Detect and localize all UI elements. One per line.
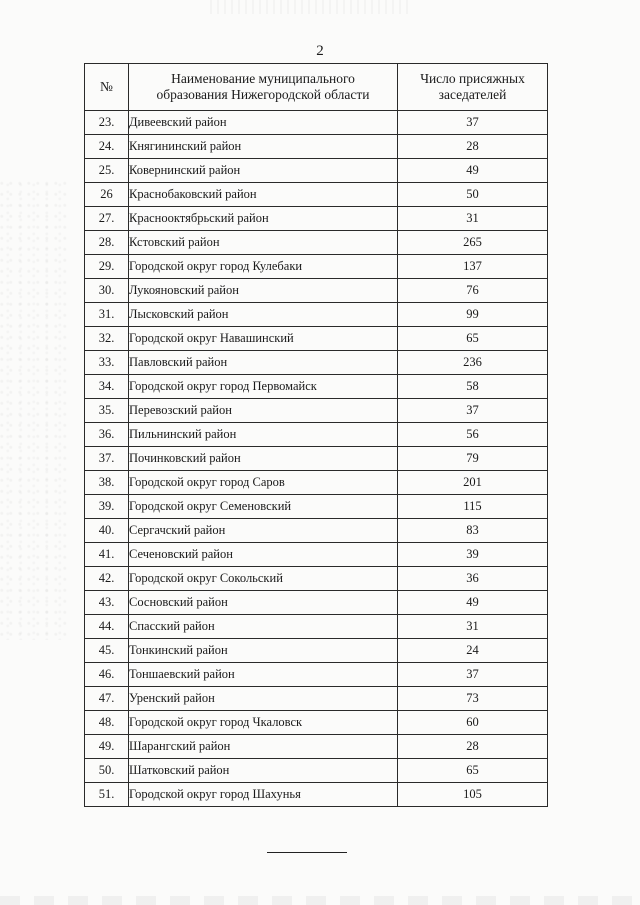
municipality-name: Пильнинский район (129, 423, 398, 447)
scan-artifact-top (210, 0, 410, 14)
municipality-name: Павловский район (129, 351, 398, 375)
municipality-name: Краснобаковский район (129, 183, 398, 207)
juror-count: 201 (398, 471, 548, 495)
juror-count: 49 (398, 159, 548, 183)
header-juror-count-line2: заседателей (438, 87, 507, 102)
municipality-name: Городской округ Навашинский (129, 327, 398, 351)
juror-count: 49 (398, 591, 548, 615)
table-row (85, 159, 548, 183)
row-number: 27. (85, 207, 129, 231)
row-number: 45. (85, 639, 129, 663)
juror-count: 79 (398, 447, 548, 471)
header-municipality-line1: Наименование муниципального (171, 71, 355, 86)
juror-count: 65 (398, 759, 548, 783)
municipality-name: Лукояновский район (129, 279, 398, 303)
municipality-name: Спасский район (129, 615, 398, 639)
table-row (85, 615, 548, 639)
row-number: 39. (85, 495, 129, 519)
row-number: 24. (85, 135, 129, 159)
juror-count: 60 (398, 711, 548, 735)
municipality-name: Тоншаевский район (129, 663, 398, 687)
municipality-name: Сергачский район (129, 519, 398, 543)
header-juror-count (398, 64, 548, 111)
row-number: 26 (85, 183, 129, 207)
table-row (85, 735, 548, 759)
juror-count: 137 (398, 255, 548, 279)
table-body (85, 111, 548, 807)
municipality-name: Городской округ город Чкаловск (129, 711, 398, 735)
table-row (85, 303, 548, 327)
juror-count: 265 (398, 231, 548, 255)
row-number: 36. (85, 423, 129, 447)
table-row (85, 207, 548, 231)
header-municipality-line2: образования Нижегородской области (156, 87, 370, 102)
municipality-name: Городской округ город Саров (129, 471, 398, 495)
municipality-name: Сеченовский район (129, 543, 398, 567)
table-row (85, 111, 548, 135)
juror-count: 83 (398, 519, 548, 543)
row-number: 35. (85, 399, 129, 423)
municipality-name: Ковернинский район (129, 159, 398, 183)
table-row (85, 519, 548, 543)
table-row (85, 375, 548, 399)
row-number: 50. (85, 759, 129, 783)
table-row (85, 183, 548, 207)
table-row (85, 423, 548, 447)
row-number: 44. (85, 615, 129, 639)
table-row (85, 135, 548, 159)
row-number: 47. (85, 687, 129, 711)
juror-count: 50 (398, 183, 548, 207)
row-number: 38. (85, 471, 129, 495)
municipality-name: Шарангский район (129, 735, 398, 759)
row-number: 41. (85, 543, 129, 567)
juror-count: 76 (398, 279, 548, 303)
page-number: 2 (316, 43, 324, 59)
table-row (85, 471, 548, 495)
table-row (85, 327, 548, 351)
row-number: 46. (85, 663, 129, 687)
municipality-name: Княгининский район (129, 135, 398, 159)
municipality-name: Сосновский район (129, 591, 398, 615)
table-row (85, 279, 548, 303)
juror-count: 236 (398, 351, 548, 375)
municipality-name: Лысковский район (129, 303, 398, 327)
juror-count: 28 (398, 135, 548, 159)
table-row (85, 495, 548, 519)
juror-count: 28 (398, 735, 548, 759)
municipality-name: Перевозский район (129, 399, 398, 423)
table-row (85, 663, 548, 687)
municipality-name: Кстовский район (129, 231, 398, 255)
row-number: 48. (85, 711, 129, 735)
municipality-name: Тонкинский район (129, 639, 398, 663)
row-number: 33. (85, 351, 129, 375)
row-number: 40. (85, 519, 129, 543)
row-number: 34. (85, 375, 129, 399)
row-number: 31. (85, 303, 129, 327)
jurors-table (84, 63, 548, 807)
row-number: 43. (85, 591, 129, 615)
header-juror-count-line1: Число присяжных (420, 71, 525, 86)
row-number: 28. (85, 231, 129, 255)
juror-count: 56 (398, 423, 548, 447)
row-number: 23. (85, 111, 129, 135)
juror-count: 31 (398, 207, 548, 231)
scan-artifact-left (0, 180, 70, 640)
row-number: 29. (85, 255, 129, 279)
municipality-name: Починковский район (129, 447, 398, 471)
table-row (85, 351, 548, 375)
row-number: 42. (85, 567, 129, 591)
municipality-name: Городской округ Сокольский (129, 567, 398, 591)
juror-count: 24 (398, 639, 548, 663)
table-row (85, 639, 548, 663)
juror-count: 37 (398, 663, 548, 687)
municipality-name: Городской округ город Кулебаки (129, 255, 398, 279)
municipality-name: Городской округ город Шахунья (129, 783, 398, 807)
header-number: № (85, 64, 129, 111)
juror-count: 73 (398, 687, 548, 711)
table-row (85, 543, 548, 567)
row-number: 25. (85, 159, 129, 183)
juror-count: 37 (398, 399, 548, 423)
row-number: 49. (85, 735, 129, 759)
table-row (85, 591, 548, 615)
end-rule (267, 852, 347, 853)
table-header (85, 64, 548, 111)
juror-count: 37 (398, 111, 548, 135)
table-row (85, 687, 548, 711)
table-row (85, 567, 548, 591)
header-row (85, 64, 548, 111)
juror-count: 39 (398, 543, 548, 567)
juror-count: 115 (398, 495, 548, 519)
table-row (85, 231, 548, 255)
juror-count: 65 (398, 327, 548, 351)
juror-count: 58 (398, 375, 548, 399)
municipality-name: Шатковский район (129, 759, 398, 783)
table-row (85, 711, 548, 735)
juror-count: 99 (398, 303, 548, 327)
table-row (85, 255, 548, 279)
header-municipality (129, 64, 398, 111)
table-row (85, 783, 548, 807)
row-number: 32. (85, 327, 129, 351)
municipality-name: Уренский район (129, 687, 398, 711)
municipality-name: Дивеевский район (129, 111, 398, 135)
table-row (85, 759, 548, 783)
row-number: 30. (85, 279, 129, 303)
municipality-name: Городской округ город Первомайск (129, 375, 398, 399)
table-row (85, 399, 548, 423)
table-row (85, 447, 548, 471)
municipality-name: Краснооктябрьский район (129, 207, 398, 231)
row-number: 37. (85, 447, 129, 471)
juror-count: 105 (398, 783, 548, 807)
municipality-name: Городской округ Семеновский (129, 495, 398, 519)
juror-count: 36 (398, 567, 548, 591)
row-number: 51. (85, 783, 129, 807)
juror-count: 31 (398, 615, 548, 639)
scan-artifact-bottom (0, 896, 640, 905)
